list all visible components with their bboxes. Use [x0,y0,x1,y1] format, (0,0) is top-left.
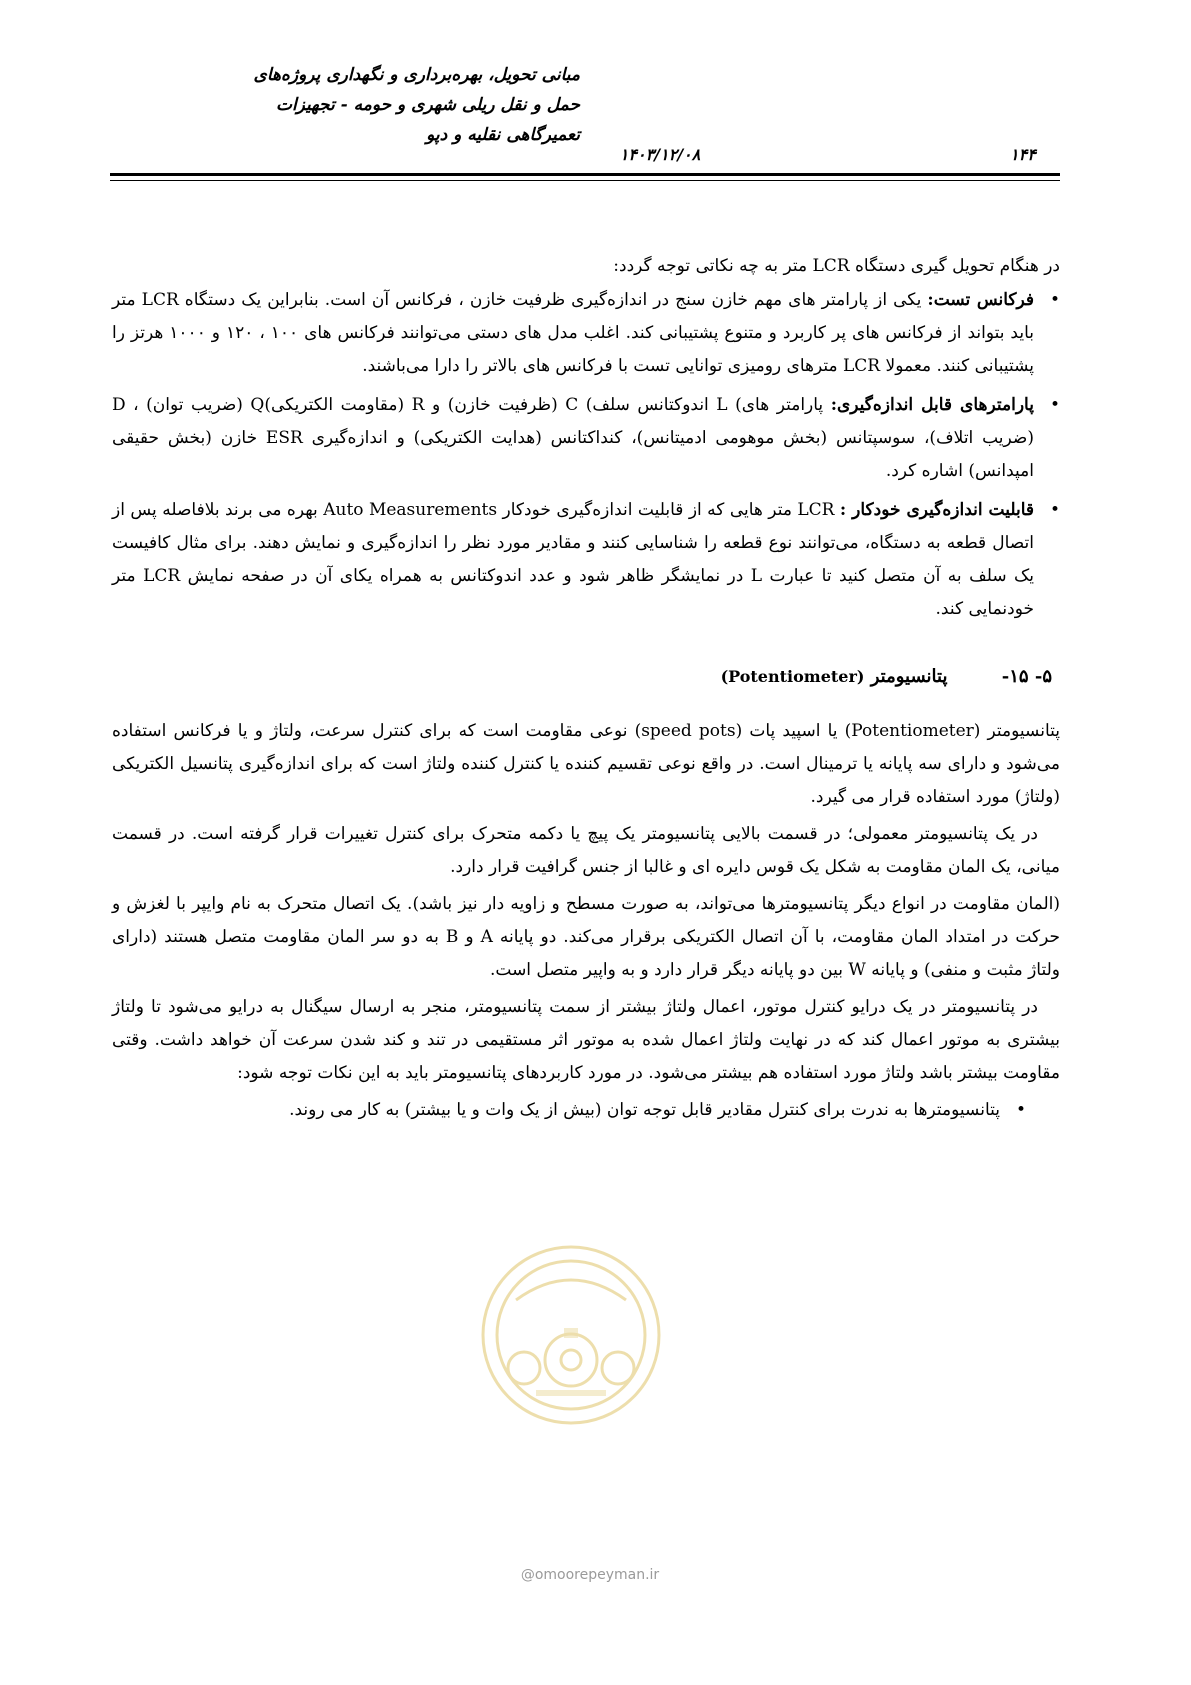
watermark-site: @omoorepeyman.ir [520,1567,660,1583]
page-number: ۱۴۴ [1010,145,1036,164]
list-item-text: LCR متر هایی که از قابلیت اندازه‌گیری خودکار Auto Measurements بهره می برند بلافاصله پس از اتصال قطعه به دستگاه، می‌توانند نوع قطعه را شناسایی کنند و مقادیر مورد نظر را اندازه‌گیری و نمایش دهند. برای مثال کافیست یک سلف به آن متصل کنید تا عبارت L در نمایشگر ظاهر شود و عدد اندوکتانس به همراه یکای آن در صفحه نمایش LCR متر خودنمایی کند. [112,500,1034,619]
running-header-title [120,60,580,150]
intro-text: در هنگام تحویل گیری دستگاه LCR متر به چه نکاتی توجه گردد: [613,256,1060,276]
header-rule-thin [110,180,1060,181]
list-item-text: پارامتر های) L اندوکتانس سلف) C (ظرفیت خازن) و R (مقاومت الکتریکی)Q (ضریب توان) ، D (ضریب اتلاف)، سوسپتانس (بخش موهومی ادمیتانس)، کنداکتانس (هدایت الکتریکی) و اندازه‌گیری ESR خازن (بخش حقیقی امپدانس) اشاره کرد. [112,395,1034,481]
list-item-text: یکی از پارامتر های مهم خازن سنج در اندازه‌گیری ظرفیت خازن ، فرکانس آن است. بنابراین یک دستگاه LCR متر باید بتواند از فرکانس های پر کاربرد و متنوع پشتیبانی کند. اغلب مدل های دستی می‌توانند فرکانس های ۱۰۰ ، ۱۲۰ و ۱۰۰۰ هرتز را پشتیبانی کنند. معمولا LCR مترهای رومیزی توانایی تست با فرکانس های بالاتر را دارا می‌باشند. [112,290,1034,376]
section-title: پتانسیومتر [870,666,948,687]
list-item [112,284,1034,383]
list-item [112,389,1034,488]
paragraph: (المان مقاومت در انواع دیگر پتانسیومترها می‌تواند، به صورت مسطح و زاویه دار نیز باشد). یک اتصال متحرک به نام وایپر با لغزش و حرکت در امتداد المان مقاومت، با آن اتصال الکتریکی برقرار می‌کند. دو پایانه A و B به دو سر المان مقاومت متصل هستند (دارای ولتاژ مثبت و منفی) و پایانه W بین دو پایانه دیگر قرار دارد و به واپیر متصل است. [112,894,1060,980]
lcr-checklist [112,284,1060,626]
paragraph: پتانسیومتر (Potentiometer) یا اسپید پات (speed pots) نوعی مقاومت است که برای کنترل سرعت، ولتاژ و یا فرکانس استفاده می‌شود و دارای سه پایانه یا ترمینال است. در واقع نوعی تقسیم کننده یا کنترل کننده ولتاژ است که برای اندازه‌گیری پتانسیل الکتریکی (ولتاژ) مورد استفاده قرار می گیرد. [112,721,1060,807]
header-rule-thick [110,173,1060,176]
list-item-label: پارامترهای قابل اندازه‌گیری: [830,395,1034,415]
paragraph: در یک پتانسیومتر معمولی؛ در قسمت بالایی پتانسیومتر یک پیچ یا دکمه متحرک برای کنترل تغییرات قرار گرفته است. در قسمت میانی، یک المان مقاومت به شکل یک قوس دایره ای و غالبا از جنس گرافیت قرار دارد. [112,824,1060,877]
potentiometer-notes [112,1094,1060,1127]
section-title-en: (Potentiometer) [720,667,865,686]
list-item [112,494,1034,626]
header-title-line-1: مبانی تحویل، بهره‌برداری و نگهداری پروژه‌های [253,65,580,85]
list-item-label: قابلیت اندازه‌گیری خودکار : [839,500,1035,520]
page-content [112,250,1060,1133]
list-item-label: فرکانس تست: [927,290,1035,310]
watermark-logo [476,1240,666,1430]
header-date: ۱۴۰۳/۱۲/۰۸ [619,145,701,164]
header-title-line-2: حمل و نقل ریلی شهری و حومه - تجهیزات [275,95,580,115]
section-number: ۵- ۱۵- [1001,666,1052,687]
paragraph: در پتانسیومتر در یک درایو کنترل موتور، اعمال ولتاژ بیشتر از سمت پتانسیومتر، منجر به ارسال سیگنال به درایو می‌شود تا ولتاژ بیشتری به موتور اعمال کند که در نهایت ولتاژ اعمال شده به موتور اثر مستقیمی در تند و کند شدن سرعت آن خواهد داشت. وقتی مقاومت بیشتر باشد ولتاژ مورد استفاده هم بیشتر می‌شود. در مورد کاربردهای پتانسیومتر باید به این نکات توجه شود: [112,997,1060,1083]
section-heading [112,660,1060,693]
header-title-line-3: تعمیرگاهی نقلیه و دپو [426,125,580,145]
list-item: • پتانسیومترها به ندرت برای کنترل مقادیر قابل توجه توان (بیش از یک وات و یا بیشتر) به کار می روند. [112,1094,1000,1127]
